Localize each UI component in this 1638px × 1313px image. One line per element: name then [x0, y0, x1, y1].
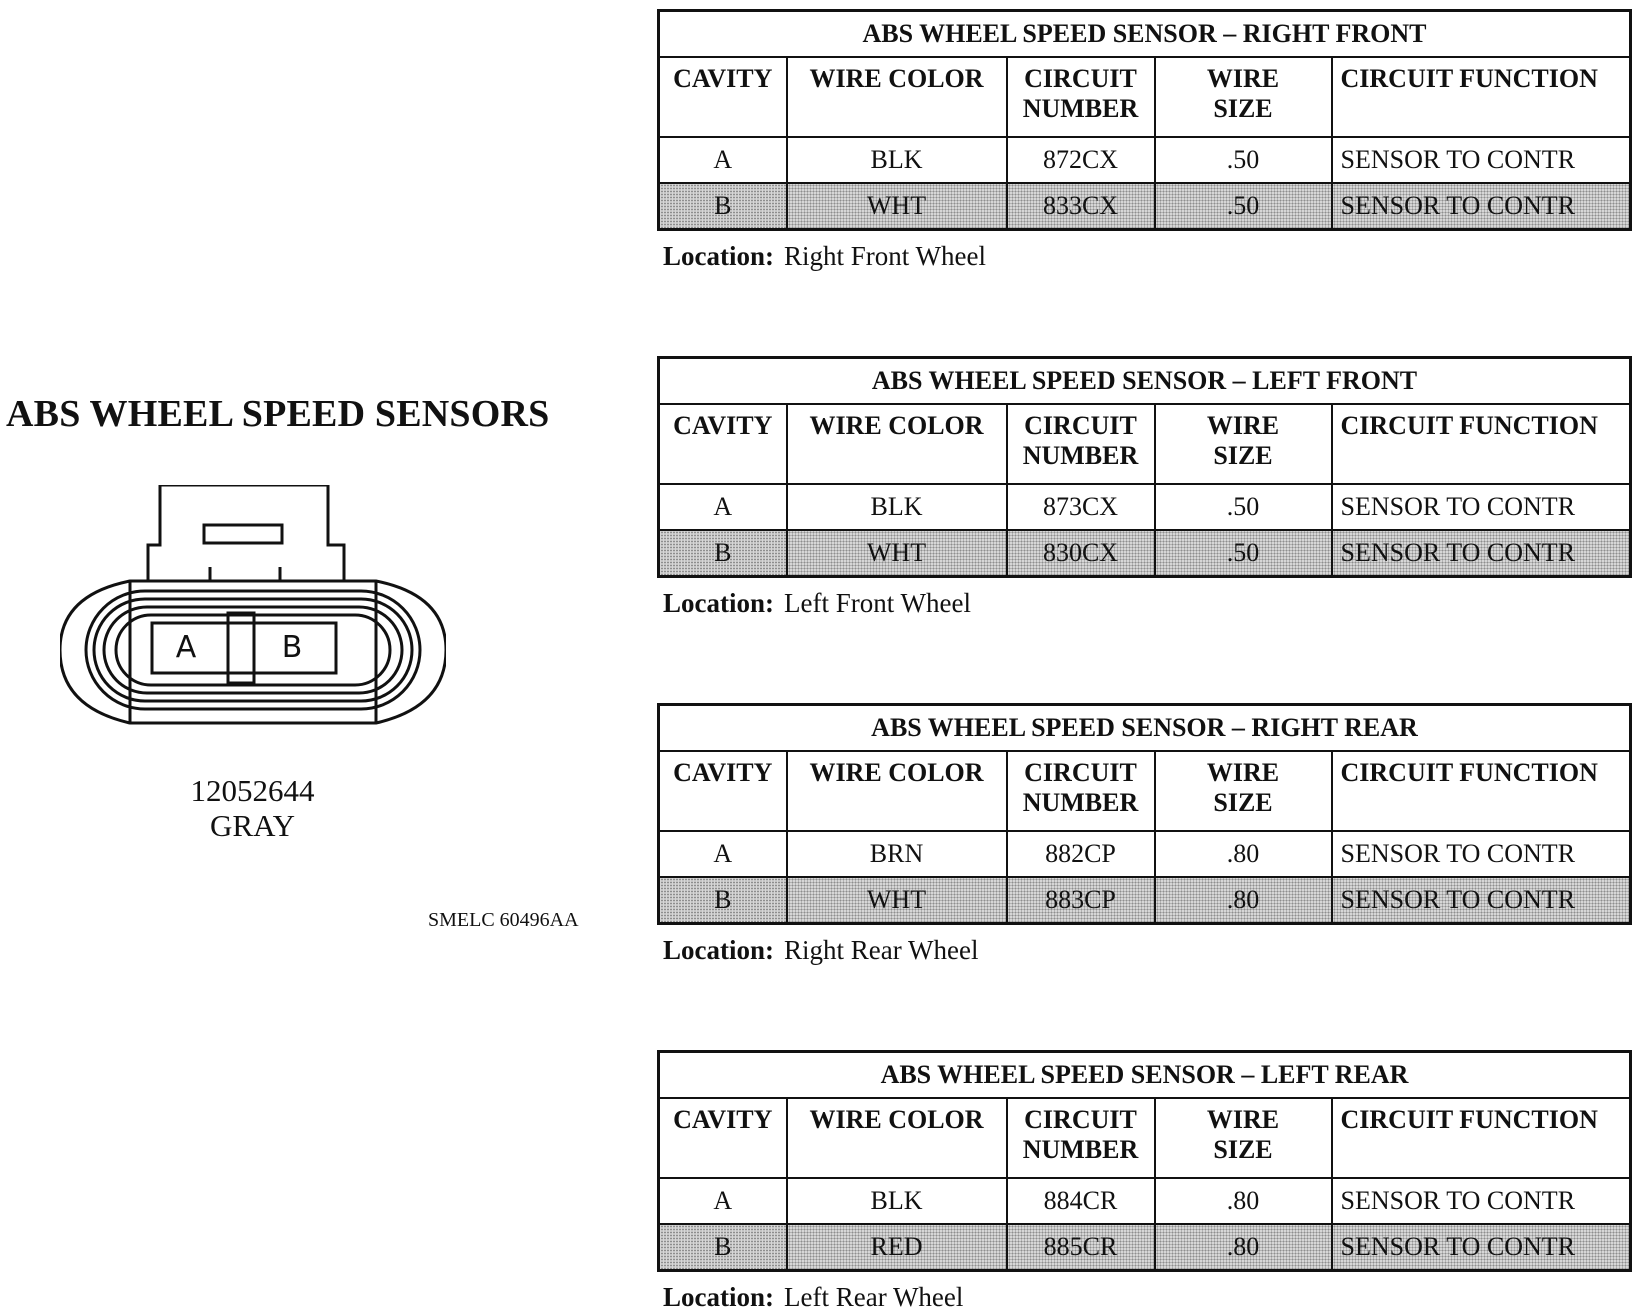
cell-wire-size: .50 [1155, 484, 1332, 530]
col-header-wire-color: WIRE COLOR [787, 404, 1007, 484]
cell-circuit-number: 872CX [1007, 137, 1155, 183]
cell-wire-size: .50 [1155, 530, 1332, 577]
cell-circuit-function: SENSOR TO CONTR [1332, 1178, 1631, 1224]
cell-wire-color: WHT [787, 877, 1007, 924]
cell-circuit-number: 873CX [1007, 484, 1155, 530]
pinout-table [657, 356, 1632, 578]
cell-circuit-function: SENSOR TO CONTR [1332, 137, 1631, 183]
col-header-wire-size: WIRE SIZE [1155, 57, 1332, 137]
cell-wire-size: .80 [1155, 877, 1332, 924]
page-title: ABS WHEEL SPEED SENSORS [6, 393, 550, 435]
table-caption: ABS WHEEL SPEED SENSOR – RIGHT REAR [659, 705, 1631, 752]
col-header-cavity: CAVITY [659, 1098, 787, 1178]
col-header-cavity: CAVITY [659, 751, 787, 831]
connector-diagram [60, 485, 446, 763]
connector-part-number: 12052644 [190, 773, 315, 808]
figure-reference: SMELC 60496AA [428, 909, 579, 931]
table-row [659, 530, 1631, 577]
cell-circuit-number: 830CX [1007, 530, 1155, 577]
col-header-circuit-function: CIRCUIT FUNCTION [1332, 57, 1631, 137]
table-row [659, 831, 1631, 877]
table-caption: ABS WHEEL SPEED SENSOR – LEFT FRONT [659, 358, 1631, 405]
cell-cavity: B [659, 530, 787, 577]
cell-circuit-number: 884CR [1007, 1178, 1155, 1224]
pinout-table [657, 9, 1632, 231]
col-header-circuit-function: CIRCUIT FUNCTION [1332, 1098, 1631, 1178]
col-header-wire-size: WIRE SIZE [1155, 1098, 1332, 1178]
location-note [663, 935, 1632, 966]
location-label: Location: [663, 935, 774, 965]
col-header-wire-size: WIRE SIZE [1155, 404, 1332, 484]
col-header-wire-color: WIRE COLOR [787, 751, 1007, 831]
col-header-circuit-number: CIRCUIT NUMBER [1007, 1098, 1155, 1178]
col-header-wire-color: WIRE COLOR [787, 1098, 1007, 1178]
cell-cavity: A [659, 484, 787, 530]
location-value: Left Rear Wheel [784, 1282, 964, 1312]
location-value: Left Front Wheel [784, 588, 971, 618]
table-row [659, 1178, 1631, 1224]
pinout-table [657, 703, 1632, 925]
col-header-circuit-function: CIRCUIT FUNCTION [1332, 751, 1631, 831]
table-row [659, 877, 1631, 924]
location-value: Right Front Wheel [784, 241, 986, 271]
cell-wire-color: BLK [787, 137, 1007, 183]
pinout-table [657, 1050, 1632, 1272]
location-label: Location: [663, 588, 774, 618]
cavity-a-label: A [175, 630, 197, 665]
pinout-block-right-front [657, 9, 1632, 272]
table-caption: ABS WHEEL SPEED SENSOR – RIGHT FRONT [659, 11, 1631, 58]
cell-cavity: B [659, 1224, 787, 1271]
cell-circuit-number: 885CR [1007, 1224, 1155, 1271]
cell-wire-color: RED [787, 1224, 1007, 1271]
location-label: Location: [663, 241, 774, 271]
cell-wire-size: .80 [1155, 1178, 1332, 1224]
cavity-b-label: B [281, 630, 303, 665]
cell-wire-color: WHT [787, 530, 1007, 577]
cell-circuit-function: SENSOR TO CONTR [1332, 831, 1631, 877]
table-row [659, 137, 1631, 183]
cell-circuit-function: SENSOR TO CONTR [1332, 877, 1631, 924]
connector-color: GRAY [210, 808, 295, 843]
col-header-cavity: CAVITY [659, 57, 787, 137]
pinout-block-left-rear [657, 1050, 1632, 1313]
cell-circuit-function: SENSOR TO CONTR [1332, 530, 1631, 577]
pinout-block-left-front [657, 356, 1632, 619]
location-label: Location: [663, 1282, 774, 1312]
cell-circuit-function: SENSOR TO CONTR [1332, 183, 1631, 230]
cell-circuit-number: 883CP [1007, 877, 1155, 924]
cell-wire-size: .50 [1155, 137, 1332, 183]
cell-wire-color: WHT [787, 183, 1007, 230]
col-header-circuit-function: CIRCUIT FUNCTION [1332, 404, 1631, 484]
cell-cavity: A [659, 137, 787, 183]
cell-circuit-number: 833CX [1007, 183, 1155, 230]
col-header-circuit-number: CIRCUIT NUMBER [1007, 57, 1155, 137]
cell-wire-size: .80 [1155, 1224, 1332, 1271]
location-note [663, 1282, 1632, 1313]
cell-wire-color: BLK [787, 484, 1007, 530]
table-caption: ABS WHEEL SPEED SENSOR – LEFT REAR [659, 1052, 1631, 1099]
location-value: Right Rear Wheel [784, 935, 979, 965]
cell-cavity: B [659, 183, 787, 230]
cell-wire-color: BLK [787, 1178, 1007, 1224]
col-header-wire-size: WIRE SIZE [1155, 751, 1332, 831]
location-note [663, 241, 1632, 272]
table-row [659, 1224, 1631, 1271]
cell-circuit-number: 882CP [1007, 831, 1155, 877]
table-row [659, 183, 1631, 230]
location-note [663, 588, 1632, 619]
col-header-circuit-number: CIRCUIT NUMBER [1007, 751, 1155, 831]
cell-circuit-function: SENSOR TO CONTR [1332, 484, 1631, 530]
cell-wire-color: BRN [787, 831, 1007, 877]
pinout-block-right-rear [657, 703, 1632, 966]
cell-wire-size: .50 [1155, 183, 1332, 230]
locking-tab [148, 485, 344, 581]
col-header-wire-color: WIRE COLOR [787, 57, 1007, 137]
table-row [659, 484, 1631, 530]
cell-wire-size: .80 [1155, 831, 1332, 877]
cell-circuit-function: SENSOR TO CONTR [1332, 1224, 1631, 1271]
cell-cavity: A [659, 1178, 787, 1224]
cell-cavity: A [659, 831, 787, 877]
col-header-circuit-number: CIRCUIT NUMBER [1007, 404, 1155, 484]
col-header-cavity: CAVITY [659, 404, 787, 484]
cell-cavity: B [659, 877, 787, 924]
